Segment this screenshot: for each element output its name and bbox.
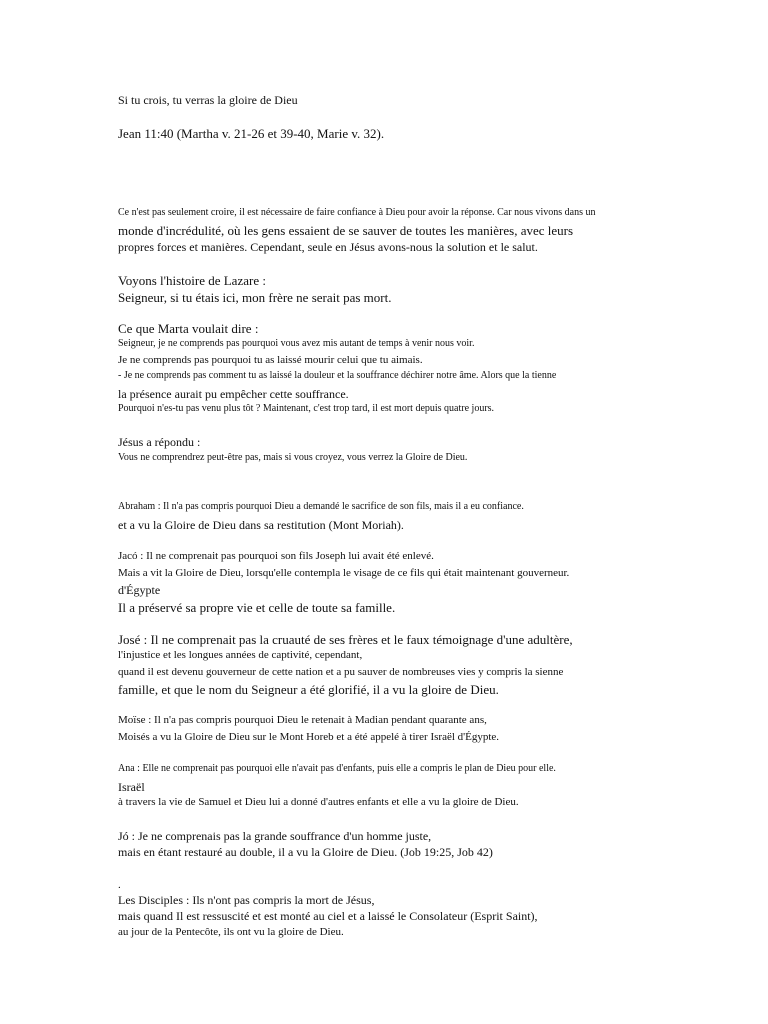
paragraph-line: . <box>118 879 121 891</box>
section-heading-lazare: Voyons l'histoire de Lazare : <box>118 273 266 288</box>
paragraph-line: Il a préservé sa propre vie et celle de toute sa famille. <box>118 600 396 615</box>
paragraph-line-jo: Jó : Je ne comprenais pas la grande souffrance d'un homme juste, <box>118 829 432 843</box>
paragraph-line-jaco: Jacó : Il ne comprenait pas pourquoi son fils Joseph lui avait été enlevé. <box>118 550 434 562</box>
paragraph-line: Mais a vit la Gloire de Dieu, lorsqu'elle contempla le visage de ce fils qui était maintenant gouverneur. <box>118 567 570 579</box>
intro-line: propres forces et manières. Cependant, seule en Jésus avons-nous la solution et le salut. <box>118 240 538 254</box>
paragraph-line: Israël <box>118 780 145 794</box>
section-heading-marta: Ce que Marta voulait dire : <box>118 321 259 336</box>
paragraph-line-disciples: Les Disciples : Ils n'ont pas compris la mort de Jésus, <box>118 893 375 907</box>
paragraph-line: - Je ne comprends pas comment tu as laissé la douleur et la souffrance déchirer notre âme. Alors que la tienne <box>118 370 557 381</box>
paragraph-line: à travers la vie de Samuel et Dieu lui a donné d'autres enfants et elle a vu la gloire de Dieu. <box>118 796 519 808</box>
paragraph-line: quand il est devenu gouverneur de cette nation et a pu sauver de nombreuses vies y compris la sienne <box>118 666 564 678</box>
paragraph-line: mais en étant restauré au double, il a vu la Gloire de Dieu. (Job 19:25, Job 42) <box>118 845 493 859</box>
intro-line: monde d'incrédulité, où les gens essaient de se sauver de toutes les manières, avec leurs <box>118 223 574 238</box>
paragraph-line: la présence aurait pu empêcher cette souffrance. <box>118 387 349 401</box>
paragraph-line-moise: Moïse : Il n'a pas compris pourquoi Dieu le retenait à Madian pendant quarante ans, <box>118 714 487 726</box>
paragraph-line-jose: José : Il ne comprenait pas la cruauté de ses frères et le faux témoignage d'une adultère, <box>118 632 573 647</box>
paragraph-line: Seigneur, je ne comprends pas pourquoi vous avez mis autant de temps à venir nous voir. <box>118 338 475 349</box>
paragraph-line: Moisés a vu la Gloire de Dieu sur le Mont Horeb et a été appelé à tirer Israël d'Égypte. <box>118 731 500 743</box>
paragraph-line: Je ne comprends pas pourquoi tu as laissé mourir celui que tu aimais. <box>118 354 423 366</box>
scripture-reference: Jean 11:40 (Martha v. 21-26 et 39-40, Marie v. 32). <box>118 126 385 141</box>
document-title: Si tu crois, tu verras la gloire de Dieu <box>118 93 298 107</box>
paragraph-line-abraham: Abraham : Il n'a pas compris pourquoi Dieu a demandé le sacrifice de son fils, mais il a eu confiance. <box>118 501 524 512</box>
paragraph-line: Vous ne comprendrez peut-être pas, mais si vous croyez, vous verrez la Gloire de Dieu. <box>118 452 468 463</box>
paragraph-line: famille, et que le nom du Seigneur a été glorifié, il a vu la gloire de Dieu. <box>118 682 499 697</box>
paragraph-line-ana: Ana : Elle ne comprenait pas pourquoi elle n'avait pas d'enfants, puis elle a compris le plan de Dieu pour elle. <box>118 763 556 774</box>
paragraph-line: d'Égypte <box>118 583 161 597</box>
paragraph-line: au jour de la Pentecôte, ils ont vu la gloire de Dieu. <box>118 926 344 938</box>
intro-line: Ce n'est pas seulement croire, il est nécessaire de faire confiance à Dieu pour avoir la réponse. Car nous vivons dans un <box>118 207 596 218</box>
paragraph-line: l'injustice et les longues années de captivité, cependant, <box>118 649 363 661</box>
paragraph-line: Seigneur, si tu étais ici, mon frère ne serait pas mort. <box>118 290 392 305</box>
paragraph-line: mais quand Il est ressuscité et est monté au ciel et a laissé le Consolateur (Esprit Saint), <box>118 909 538 923</box>
paragraph-line: Pourquoi n'es-tu pas venu plus tôt ? Maintenant, c'est trop tard, il est mort depuis quatre jours. <box>118 403 495 414</box>
section-heading-jesus: Jésus a répondu : <box>118 435 201 449</box>
paragraph-line: et a vu la Gloire de Dieu dans sa restitution (Mont Moriah). <box>118 518 404 532</box>
